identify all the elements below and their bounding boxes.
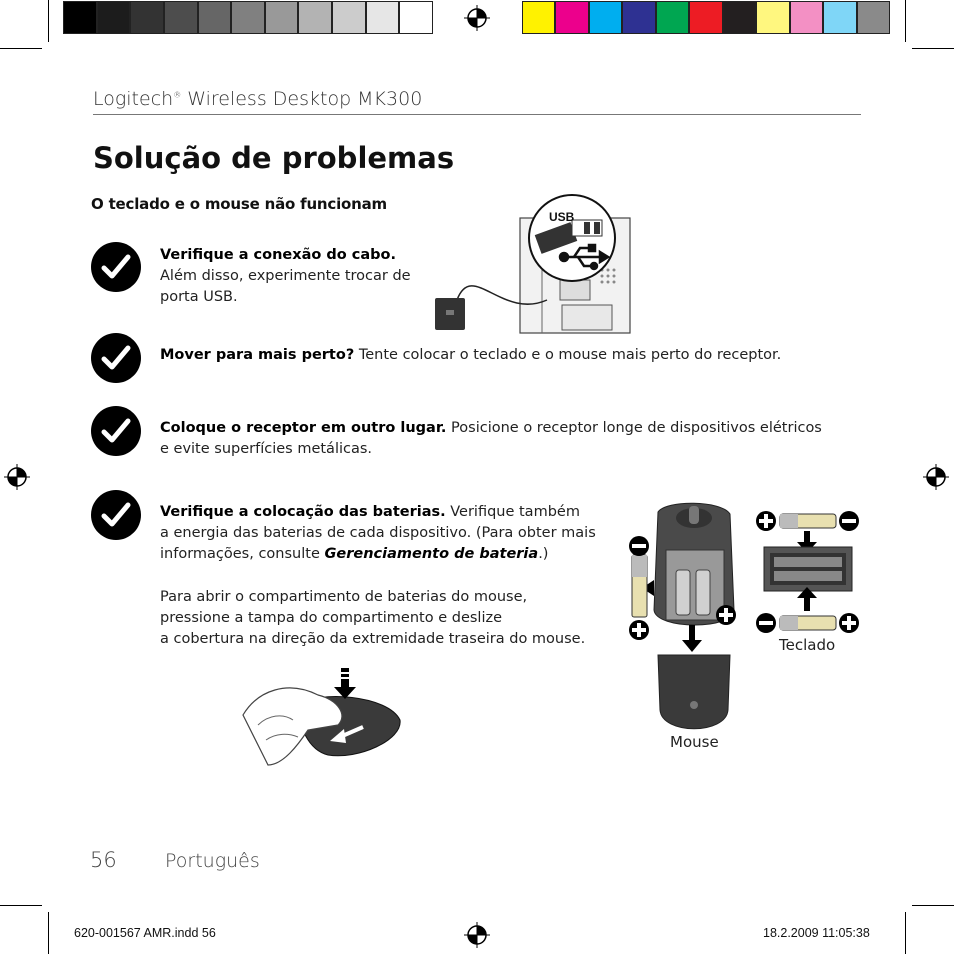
color-swatch bbox=[723, 1, 756, 34]
keyboard-battery-illustration bbox=[754, 505, 864, 637]
crop-mark bbox=[0, 48, 42, 49]
header-product: Wireless Desktop MK300 bbox=[187, 88, 423, 110]
color-swatch bbox=[857, 1, 890, 34]
step-line: a energia das baterias de cada dispositivo. (Para obter mais bbox=[160, 525, 596, 541]
page-title: Solução de problemas bbox=[93, 141, 455, 175]
crop-mark bbox=[48, 0, 49, 42]
registration-mark-icon bbox=[4, 464, 30, 490]
step-line: informações, consulte bbox=[160, 546, 325, 562]
color-swatch bbox=[790, 1, 823, 34]
crop-mark bbox=[912, 905, 954, 906]
step-line: e evite superfícies metálicas. bbox=[160, 441, 373, 457]
checkmark-icon bbox=[91, 490, 141, 540]
crop-mark bbox=[905, 912, 906, 954]
color-swatch bbox=[164, 1, 198, 34]
step-closer bbox=[160, 345, 781, 366]
plus-icon bbox=[629, 620, 649, 640]
page-number: 56 bbox=[90, 848, 117, 872]
slug-date: 18.2.2009 11:05:38 bbox=[763, 926, 870, 940]
instruction-line: a cobertura na direção da extremidade traseira do mouse. bbox=[160, 631, 586, 647]
color-swatch bbox=[130, 1, 164, 34]
process-color-bar bbox=[522, 0, 890, 36]
step-text: Posicione o receptor longe de dispositivos elétricos bbox=[446, 420, 822, 436]
instruction-line: Para abrir o compartimento de baterias do mouse, bbox=[160, 589, 528, 605]
color-swatch bbox=[622, 1, 655, 34]
step-lead: Mover para mais perto? bbox=[160, 347, 355, 363]
checkmark-icon bbox=[91, 333, 141, 383]
instruction-line: pressione a tampa do compartimento e deslize bbox=[160, 610, 503, 626]
hand-opening-mouse-illustration bbox=[238, 665, 408, 775]
color-swatch bbox=[689, 1, 722, 34]
step-text: Tente colocar o teclado e o mouse mais perto do receptor. bbox=[354, 347, 782, 363]
registration-mark-icon bbox=[464, 5, 490, 31]
plus-icon bbox=[756, 511, 776, 531]
color-swatch bbox=[522, 1, 555, 34]
minus-icon bbox=[839, 511, 859, 531]
step-line: .) bbox=[538, 546, 549, 562]
minus-icon bbox=[629, 536, 649, 556]
battery-management-link[interactable]: Gerenciamento de bateria bbox=[324, 546, 539, 562]
plus-icon bbox=[839, 613, 859, 633]
crop-mark bbox=[912, 48, 954, 49]
header-brand: Logitech bbox=[93, 88, 174, 110]
usb-connection-illustration bbox=[432, 190, 637, 335]
minus-icon bbox=[756, 613, 776, 633]
color-swatch bbox=[198, 1, 232, 34]
footer-language: Português bbox=[165, 850, 260, 872]
plus-icon bbox=[716, 605, 736, 625]
step-text: Verifique também bbox=[445, 504, 580, 520]
header-rule bbox=[93, 114, 861, 115]
arrow-down-icon bbox=[334, 668, 356, 699]
mouse-battery-instructions bbox=[160, 587, 630, 650]
color-swatch bbox=[298, 1, 332, 34]
usb-label: USB bbox=[549, 210, 575, 224]
color-swatch bbox=[231, 1, 265, 34]
checkmark-icon bbox=[91, 406, 141, 456]
step-lead: Verifique a conexão do cabo. bbox=[160, 247, 397, 263]
crop-mark bbox=[0, 905, 42, 906]
color-swatch bbox=[97, 1, 131, 34]
color-swatch bbox=[823, 1, 856, 34]
color-swatch bbox=[589, 1, 622, 34]
registration-mark-icon bbox=[464, 922, 490, 948]
color-swatch bbox=[555, 1, 588, 34]
gray-color-bar bbox=[63, 0, 433, 36]
section-title: O teclado e o mouse não funcionam bbox=[91, 195, 387, 213]
trademark-symbol: ® bbox=[173, 90, 182, 100]
step-line: Além disso, experimente trocar de bbox=[160, 268, 411, 284]
step-batteries bbox=[160, 502, 620, 565]
color-swatch bbox=[63, 1, 97, 34]
keyboard-caption: Teclado bbox=[779, 636, 836, 654]
step-line: porta USB. bbox=[160, 289, 238, 305]
slug-file: 620-001567 AMR.indd 56 bbox=[74, 926, 216, 940]
mouse-caption: Mouse bbox=[670, 733, 719, 751]
color-swatch bbox=[656, 1, 689, 34]
crop-mark bbox=[48, 912, 49, 954]
color-swatch bbox=[332, 1, 366, 34]
color-swatch bbox=[366, 1, 400, 34]
color-swatch bbox=[265, 1, 299, 34]
checkmark-icon bbox=[91, 242, 141, 292]
color-swatch bbox=[399, 1, 433, 34]
crop-mark bbox=[905, 0, 906, 42]
step-lead: Coloque o receptor em outro lugar. bbox=[160, 420, 447, 436]
step-receptor bbox=[160, 418, 870, 460]
running-header bbox=[93, 88, 422, 110]
step-lead: Verifique a colocação das baterias. bbox=[160, 504, 446, 520]
arrow-down-icon bbox=[682, 625, 702, 652]
registration-mark-icon bbox=[923, 464, 949, 490]
step-cable bbox=[160, 245, 435, 308]
mouse-battery-illustration bbox=[626, 500, 746, 740]
color-swatch bbox=[756, 1, 789, 34]
